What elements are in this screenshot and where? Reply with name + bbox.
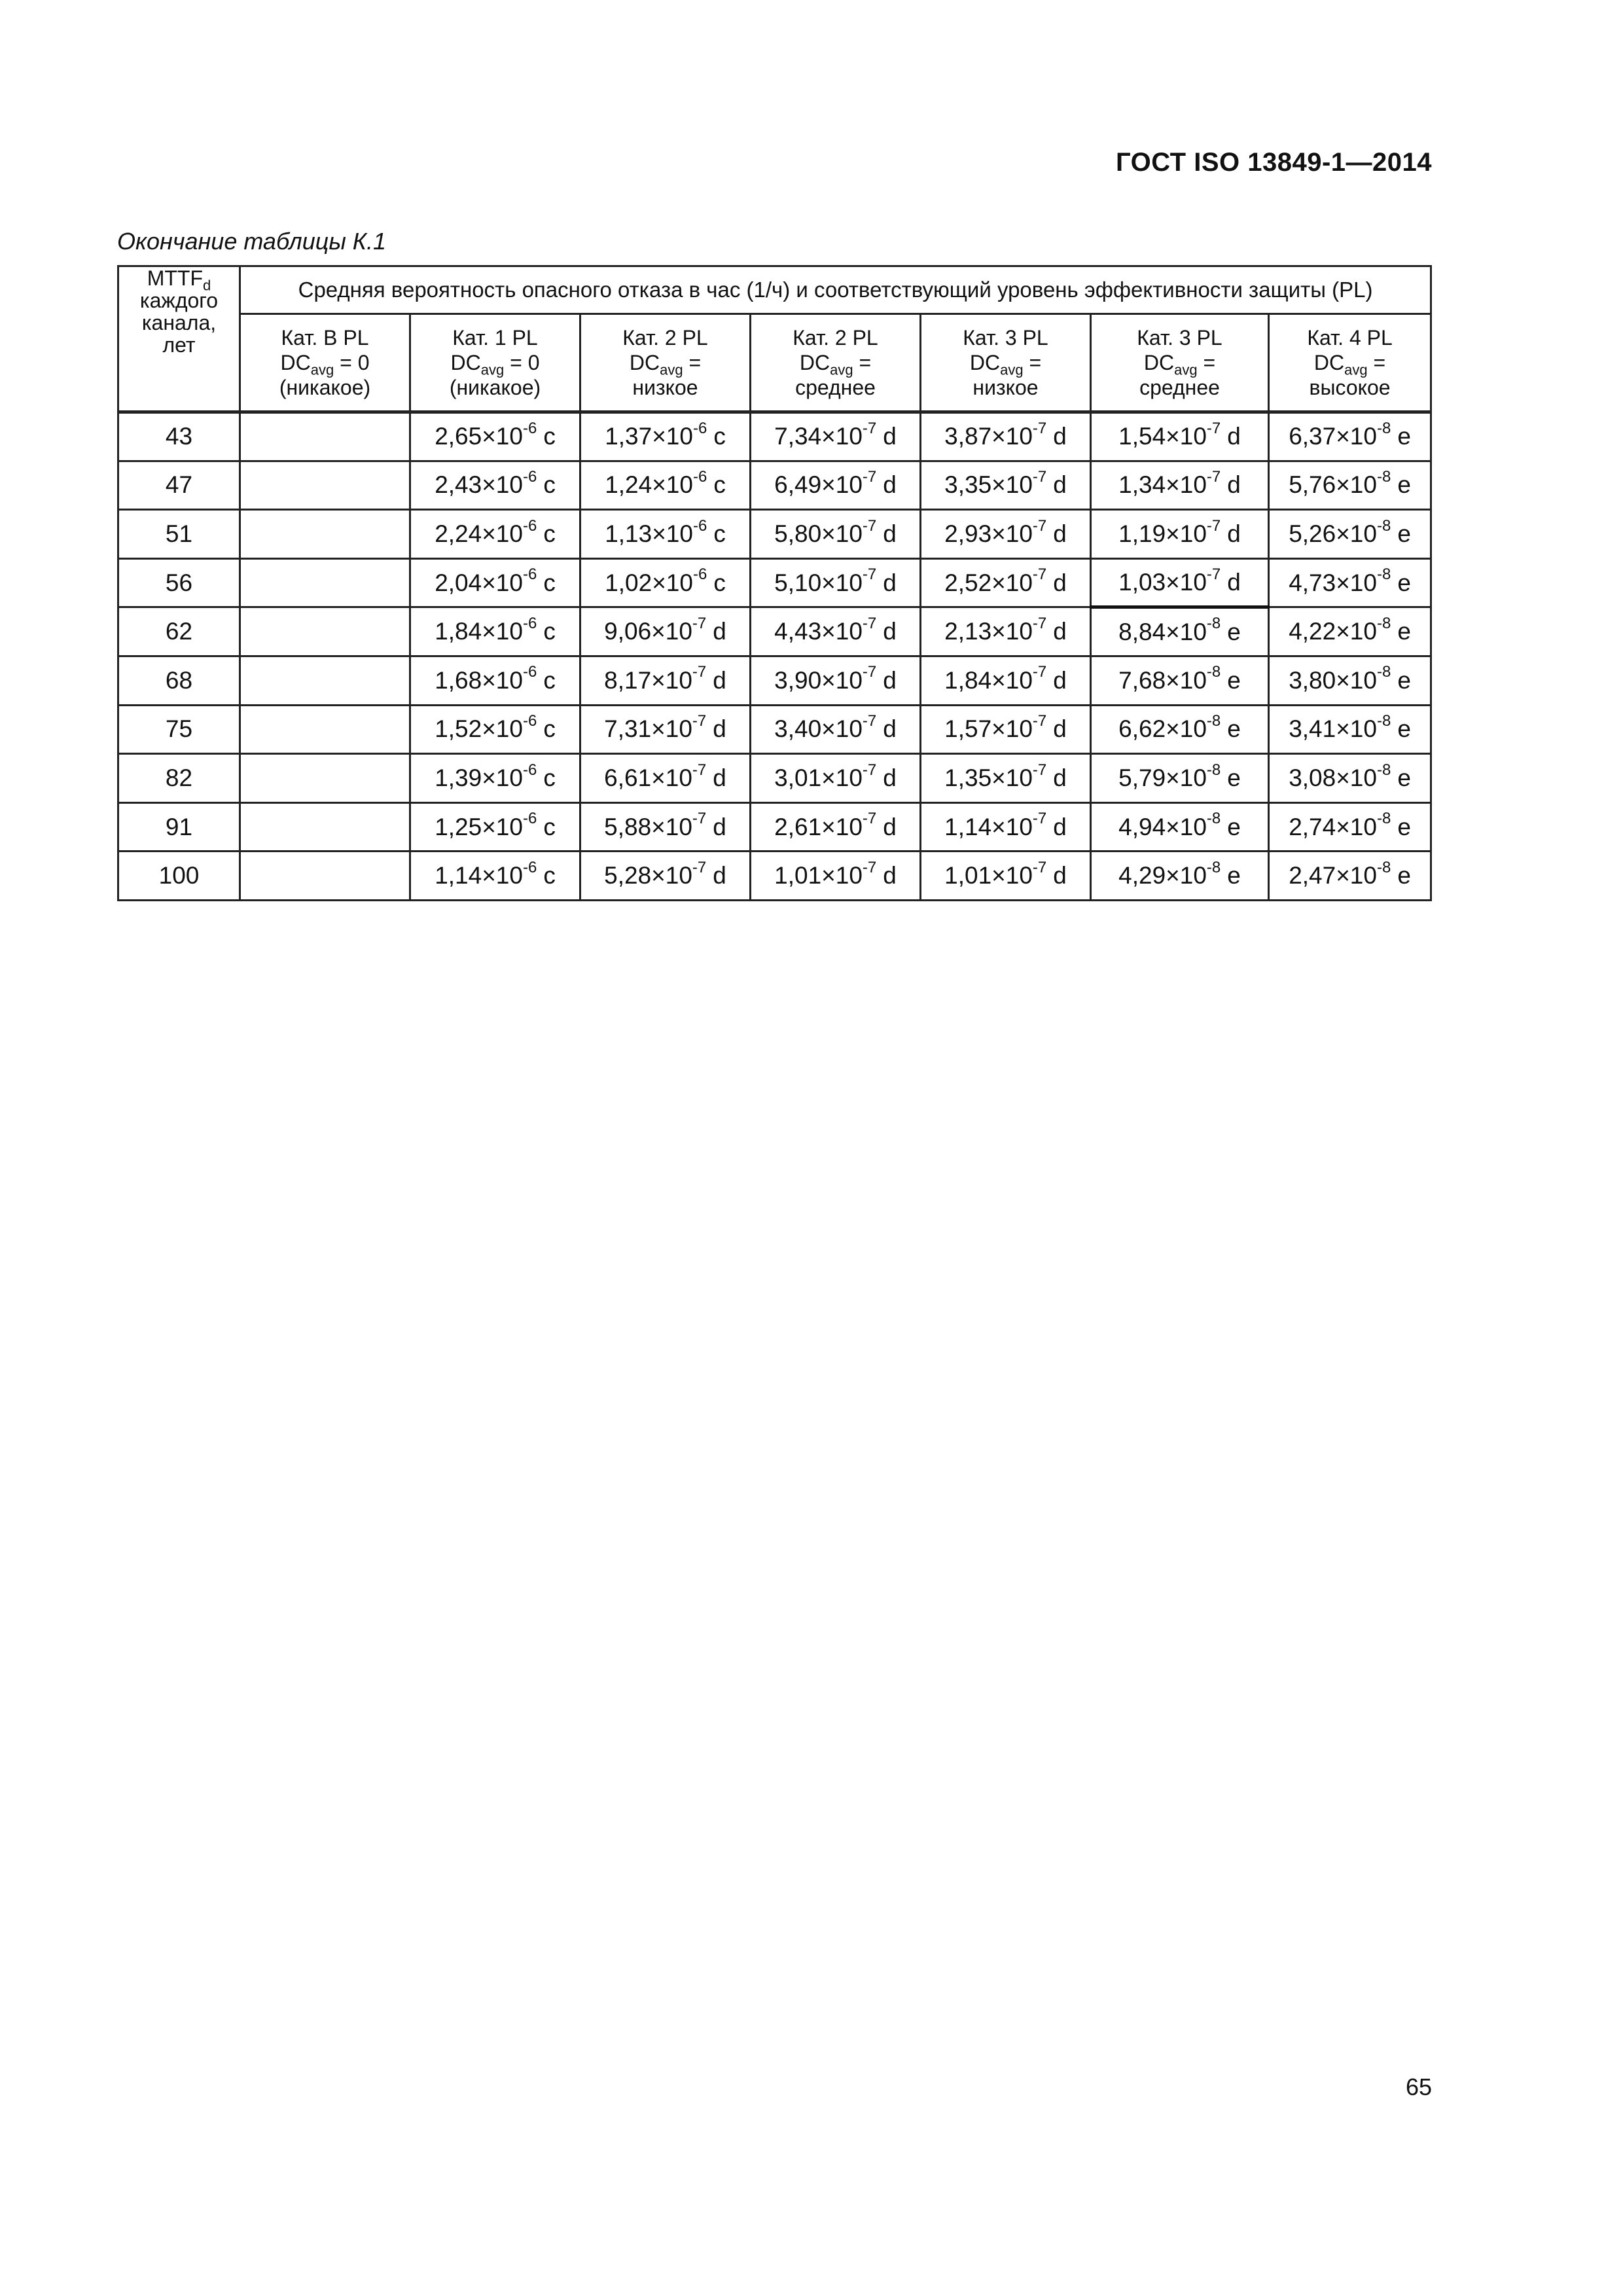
mttf-value: 43 [118,412,240,461]
pfh-cell: $1,52\times 10^{-6}$ c [410,705,580,754]
pfh-cell [240,607,410,656]
table-row [118,852,1431,901]
mttf-column-header: $MTTF_d$ каждого канала, лет [118,266,240,412]
pfh-cell: $5,88\times 10^{-7}$ d [580,802,751,852]
column-header-1: Кат. В PL $DC_{avg} = 0$ (никакое) [240,314,410,412]
mttf-value: 91 [118,802,240,852]
table-caption: Окончание таблицы К.1 [117,228,387,255]
pfh-cell: $4,73\times 10^{-8}$ e [1269,558,1431,607]
pfh-cell: $6,62\times 10^{-8}$ e [1091,705,1269,754]
pfh-cell: $1,24\times 10^{-6}$ c [580,461,751,510]
pfh-cell: $5,79\times 10^{-8}$ e [1091,754,1269,803]
pfh-cell: $2,24\times 10^{-6}$ c [410,510,580,559]
pfh-cell: $2,74\times 10^{-8}$ e [1269,802,1431,852]
pfh-cell [240,558,410,607]
pfh-cell: $1,54\times 10^{-7}$ d [1091,412,1269,461]
pfh-cell: $1,68\times 10^{-6}$ c [410,656,580,705]
table-row [118,510,1431,559]
pfh-cell: $3,40\times 10^{-7}$ d [751,705,921,754]
pfh-cell: $5,80\times 10^{-7}$ d [751,510,921,559]
pfh-cell [240,852,410,901]
pfh-cell: $1,34\times 10^{-7}$ d [1091,461,1269,510]
table-row [118,558,1431,607]
mttf-value: 100 [118,852,240,901]
pfh-cell: $3,35\times 10^{-7}$ d [921,461,1091,510]
pfh-cell: $2,13\times 10^{-7}$ d [921,607,1091,656]
mttf-value: 51 [118,510,240,559]
pfh-cell: $2,47\times 10^{-8}$ e [1269,852,1431,901]
pfh-cell: $1,25\times 10^{-6}$ c [410,802,580,852]
pfh-cell: $3,08\times 10^{-8}$ e [1269,754,1431,803]
column-header-4: Кат. 2 PL $DC_{avg}$ = среднее [751,314,921,412]
column-header-2: Кат. 1 PL $DC_{avg} = 0$ (никакое) [410,314,580,412]
pfh-cell: $1,19\times 10^{-7}$ d [1091,510,1269,559]
pfh-cell: $2,93\times 10^{-7}$ d [921,510,1091,559]
table-row [118,412,1431,461]
pfh-cell [240,510,410,559]
mttf-value: 82 [118,754,240,803]
pfh-cell: $1,84\times 10^{-7}$ d [921,656,1091,705]
pfh-cell: $1,02\times 10^{-6}$ c [580,558,751,607]
pfh-cell: $6,37\times 10^{-8}$ e [1269,412,1431,461]
page-number: 65 [1405,2073,1432,2100]
table-row [118,461,1431,510]
table-row [118,802,1431,852]
pfh-cell: $5,26\times 10^{-8}$ e [1269,510,1431,559]
pfh-cell: $1,84\times 10^{-6}$ c [410,607,580,656]
column-header-6: Кат. 3 PL $DC_{avg}$ = среднее [1091,314,1269,412]
pfh-cell: $5,76\times 10^{-8}$ e [1269,461,1431,510]
pfh-cell: $2,52\times 10^{-7}$ d [921,558,1091,607]
pfh-cell: $4,94\times 10^{-8}$ e [1091,802,1269,852]
pfh-cell [240,705,410,754]
pfh-cell: $2,61\times 10^{-7}$ d [751,802,921,852]
table-row [118,754,1431,803]
pfh-cell: $6,49\times 10^{-7}$ d [751,461,921,510]
table-row [118,705,1431,754]
pfh-cell [240,802,410,852]
probability-group-header: Средняя вероятность опасного отказа в час (1/ч) и соответствующий уровень эффективности защиты (PL) [240,266,1431,314]
table-row [118,607,1431,656]
pfh-cell: $7,68\times 10^{-8}$ e [1091,656,1269,705]
pfh-cell [240,461,410,510]
pfh-cell: $5,28\times 10^{-7}$ d [580,852,751,901]
pfh-cell: $3,90\times 10^{-7}$ d [751,656,921,705]
mttf-value: 75 [118,705,240,754]
pfh-cell: $1,57\times 10^{-7}$ d [921,705,1091,754]
pfh-cell [240,412,410,461]
pfh-cell: $2,04\times 10^{-6}$ c [410,558,580,607]
pfh-cell: $1,39\times 10^{-6}$ c [410,754,580,803]
pfh-cell: $6,61\times 10^{-7}$ d [580,754,751,803]
table-row [118,656,1431,705]
pfh-cell: $3,87\times 10^{-7}$ d [921,412,1091,461]
pfh-cell [240,656,410,705]
pfh-cell: $4,22\times 10^{-8}$ e [1269,607,1431,656]
pfh-cell: $1,01\times 10^{-7}$ d [751,852,921,901]
pfh-cell: $1,01\times 10^{-7}$ d [921,852,1091,901]
column-header-5: Кат. 3 PL $DC_{avg}$ = низкое [921,314,1091,412]
pfh-cell: $4,29\times 10^{-8}$ e [1091,852,1269,901]
pfh-cell [240,754,410,803]
reliability-table [117,265,1432,901]
pfh-cell: $2,43\times 10^{-6}$ c [410,461,580,510]
pfh-cell: $1,13\times 10^{-6}$ c [580,510,751,559]
document-id: ГОСТ ISO 13849-1—2014 [1116,148,1432,177]
mttf-value: 68 [118,656,240,705]
pfh-cell: $1,35\times 10^{-7}$ d [921,754,1091,803]
mttf-value: 47 [118,461,240,510]
pfh-cell: $7,31\times 10^{-7}$ d [580,705,751,754]
pfh-cell: $7,34\times 10^{-7}$ d [751,412,921,461]
pfh-cell: $1,14\times 10^{-6}$ c [410,852,580,901]
pfh-cell: $3,01\times 10^{-7}$ d [751,754,921,803]
column-header-3: Кат. 2 PL $DC_{avg}$ = низкое [580,314,751,412]
pfh-cell: $4,43\times 10^{-7}$ d [751,607,921,656]
pfh-cell: $3,80\times 10^{-8}$ e [1269,656,1431,705]
column-header-7: Кат. 4 PL $DC_{avg}$ = высокое [1269,314,1431,412]
pfh-cell: $5,10\times 10^{-7}$ d [751,558,921,607]
pfh-cell: $3,41\times 10^{-8}$ e [1269,705,1431,754]
pfh-cell: $1,03\times 10^{-7}$ d [1091,558,1269,607]
pfh-cell: $9,06\times 10^{-7}$ d [580,607,751,656]
mttf-value: 56 [118,558,240,607]
pfh-cell: $2,65\times 10^{-6}$ c [410,412,580,461]
pfh-cell: $8,17\times 10^{-7}$ d [580,656,751,705]
pfh-cell: $1,14\times 10^{-7}$ d [921,802,1091,852]
mttf-value: 62 [118,607,240,656]
pfh-cell: $8,84\times 10^{-8}$ e [1091,607,1269,656]
pfh-cell: $1,37\times 10^{-6}$ c [580,412,751,461]
